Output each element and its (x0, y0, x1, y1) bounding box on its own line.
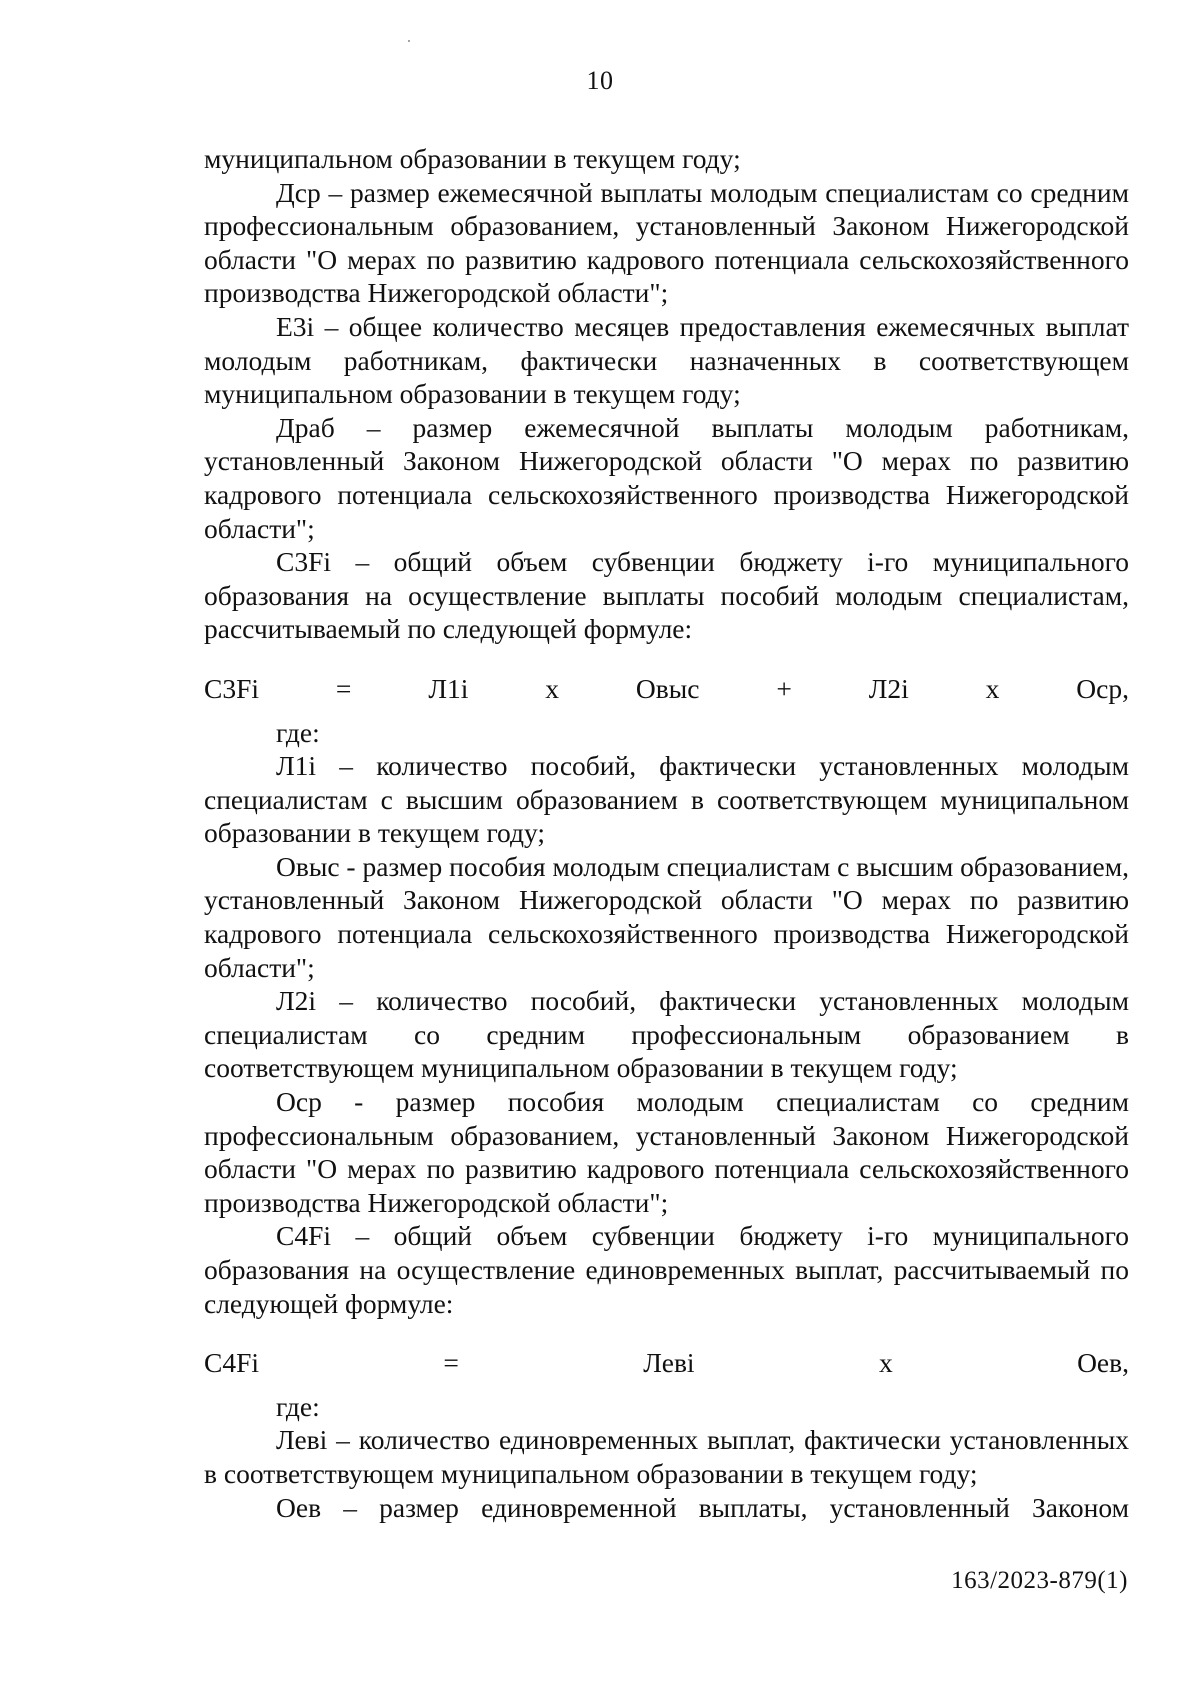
paragraph-continuation: муниципальном образовании в текущем году; (204, 143, 741, 174)
definition-c3fi: С3Fi – общий объем субвенции бюджету i-го муниципального образования на осуществление выплаты пособий молодым специалистам, рассчитываемый по следующей формуле: (204, 546, 1129, 645)
definition-e3i: Е3i – общее количество месяцев предоставления ежемесячных выплат молодым работникам, фактически назначенных в соответствующем муниципальном образовании в текущем году; (204, 310, 1129, 410)
document-body (204, 142, 1129, 1524)
where-label: где: (276, 1390, 320, 1422)
definition-drab: Драб – размер ежемесячной выплаты молодым работникам, установленный Законом Нижегородской области "О мерах по развитию кадрового потенциала сельскохозяйственного производства Нижегородской области"; (204, 411, 1129, 544)
definition-osr: Оср - размер пособия молодым специалистам со средним профессиональным образованием, установленный Законом Нижегородской области "О мерах по развитию кадрового потенциала сельскохозяйственного производства Нижегородской области"; (204, 1086, 1129, 1218)
formula-c4fi: С4Fi = Левi х Оев, (204, 1347, 1129, 1379)
definition-c4fi: С4Fi – общий объем субвенции бюджету i-го муниципального образования на осуществление единовременных выплат, рассчитываемый по следующей формуле: (204, 1220, 1129, 1319)
page-number: 10 (586, 66, 614, 95)
definition-levi: Левi – количество единовременных выплат, фактически установленных в соответствующем муниципальном образовании в текущем году; (204, 1424, 1129, 1489)
definition-l2i: Л2i – количество пособий, фактически установленных молодым специалистам со средним профессиональным образованием в соответствующем муниципальном образовании в текущем году; (204, 985, 1129, 1084)
formula-c3fi: С3Fi = Л1i х Овыс + Л2i х Оср, (204, 672, 1129, 704)
document-registration-code: 163/2023-879(1) (951, 1567, 1128, 1594)
where-label: где: (276, 716, 320, 748)
definition-dsr: Дср – размер ежемесячной выплаты молодым специалистам со средним профессиональным образованием, установленный Законом Нижегородской области "О мерах по развитию кадрового потенциала сельскохозяйственного производства Нижегородской области"; (204, 176, 1129, 309)
scan-speck (408, 40, 410, 42)
definition-ovys: Овыс - размер пособия молодым специалистам с высшим образованием, установленный Законом Нижегородской области "О мерах по развитию кадрового потенциала сельскохозяйственного производства Нижегородской области"; (204, 850, 1129, 983)
definition-l1i: Л1i – количество пособий, фактически установленных молодым специалистам с высшим образованием в соответствующем муниципальном образовании в текущем году; (204, 750, 1129, 849)
definition-oev: Оев – размер единовременной выплаты, установленный Законом (276, 1491, 1129, 1523)
